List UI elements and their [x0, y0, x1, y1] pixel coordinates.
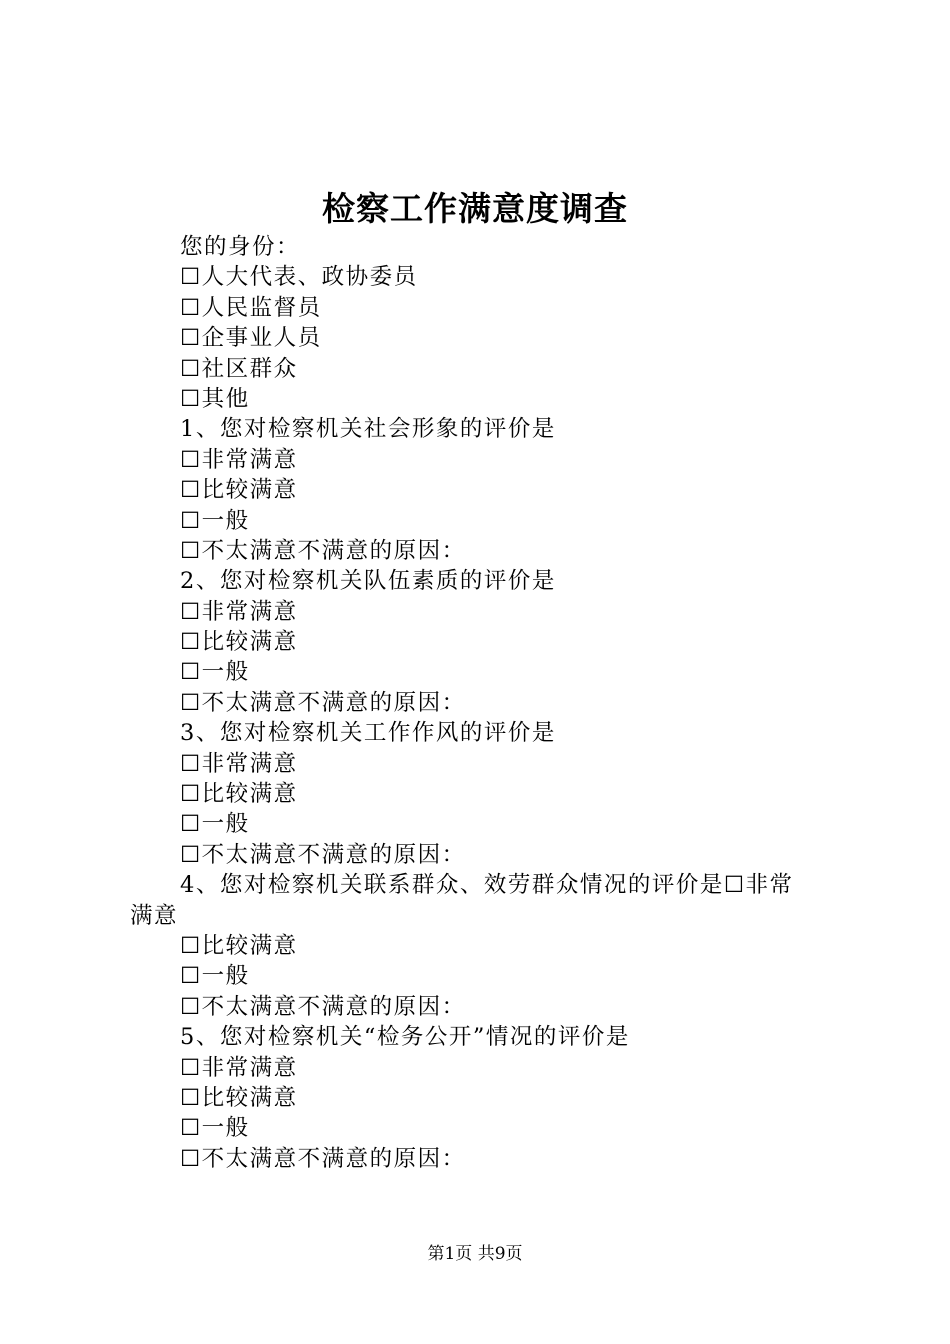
- option-line: ☐非常满意: [180, 598, 298, 625]
- option-line: ☐社区群众: [180, 355, 298, 382]
- question-5: 5、您对检察机关“检务公开”情况的评价是: [180, 1024, 630, 1051]
- option-line: ☐不太满意不满意的原因：: [180, 841, 466, 868]
- question-4: 4、您对检察机关联系群众、效劳群众情况的评价是☐非常: [180, 872, 794, 899]
- question-4-continuation: 满意: [130, 902, 179, 929]
- question-3: 3、您对检察机关工作作风的评价是: [180, 720, 556, 747]
- option-line: ☐比较满意: [180, 477, 298, 504]
- option-line: ☐不太满意不满意的原因：: [180, 689, 466, 716]
- question-2: 2、您对检察机关队伍素质的评价是: [180, 568, 556, 595]
- option-line: ☐比较满意: [180, 629, 298, 656]
- option-line: ☐一般: [180, 659, 250, 686]
- option-line: ☐非常满意: [180, 1054, 298, 1081]
- page-title: 检察工作满意度调查: [322, 189, 628, 228]
- option-line: ☐不太满意不满意的原因：: [180, 537, 466, 564]
- option-line: ☐不太满意不满意的原因：: [180, 993, 466, 1020]
- option-line: ☐比较满意: [180, 781, 298, 808]
- question-1: 1、您对检察机关社会形象的评价是: [180, 416, 556, 443]
- option-line: ☐非常满意: [180, 750, 298, 777]
- option-line: ☐比较满意: [180, 932, 298, 959]
- option-line: ☐人大代表、政协委员: [180, 264, 418, 291]
- survey-body: [130, 232, 840, 1174]
- option-line: ☐一般: [180, 1115, 250, 1142]
- option-line: ☐一般: [180, 811, 250, 838]
- option-line: ☐一般: [180, 963, 250, 990]
- option-line: ☐企事业人员: [180, 325, 322, 352]
- option-line: ☐一般: [180, 507, 250, 534]
- option-line: ☐其他: [180, 385, 250, 412]
- identity-question: 您的身份：: [180, 234, 301, 260]
- option-line: ☐比较满意: [180, 1084, 298, 1111]
- page-footer: 第1页 共9页: [427, 1244, 523, 1264]
- option-line: ☐不太满意不满意的原因：: [180, 1145, 466, 1172]
- option-line: ☐人民监督员: [180, 294, 322, 321]
- option-line: ☐非常满意: [180, 446, 298, 473]
